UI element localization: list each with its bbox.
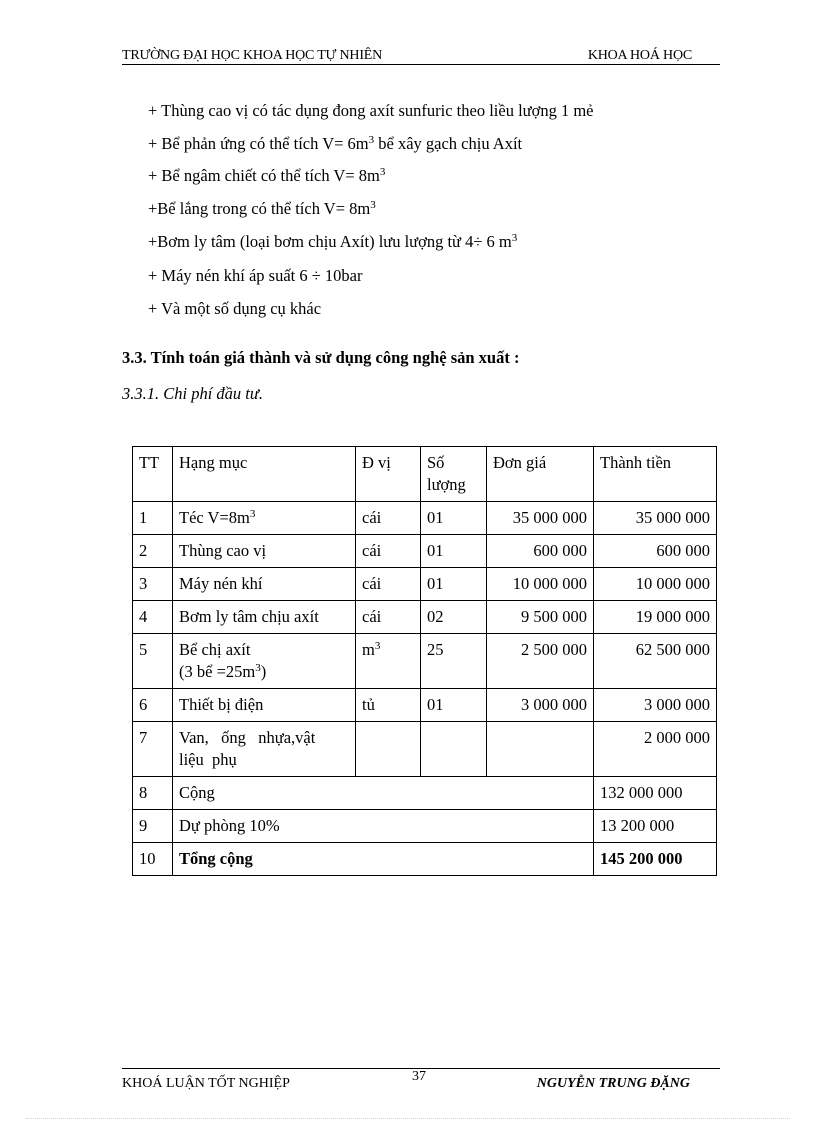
cell-qty: 01 [421,689,487,722]
table-row [133,634,717,689]
equipment-item: +Bơm ly tâm (loại bơm chịu Axít) lưu lượng từ 4÷ 6 $m^3$ [148,232,518,251]
table-row [133,689,717,722]
cell-item: Bơm ly tâm chịu axít [173,601,356,634]
footer-author: NGUYỄN TRUNG ĐẶNG [536,1076,690,1091]
cell-unit: cái [356,568,421,601]
cell-unit [356,722,421,777]
equipment-item: + Bể phản ứng có thể tích $V= 6m^3$ bể xây gạch chịu Axít [148,134,523,153]
cell-price: 3 000 000 [487,689,594,722]
header-total: Thành tiền [594,447,717,502]
cell-item: Máy nén khí [173,568,356,601]
cell-unit: $m^3$ [356,634,421,689]
cell-total: 19 000 000 [594,601,717,634]
cell-tt: 9 [133,810,173,843]
page-header [122,48,720,65]
cell-qty: 01 [421,568,487,601]
cell-price: 35 000 000 [487,502,594,535]
header-tt: TT [133,447,173,502]
grand-total-row [133,843,717,876]
header-university: TRƯỜNG ĐẠI HỌC KHOA HỌC TỰ NHIÊN [122,48,383,63]
cell-total: 35 000 000 [594,502,717,535]
cell-unit: cái [356,601,421,634]
equipment-item: + Máy nén khí áp suất 6 ÷ 10bar [148,266,363,285]
investment-cost-table [132,446,717,876]
header-faculty: KHOA HOÁ HỌC [587,48,692,63]
header-price: Đơn giá [487,447,594,502]
subsection-heading: 3.3.1. Chi phí đầu tư. [122,384,264,403]
cell-item: Thiết bị điện [173,689,356,722]
summary-total: 132 000 000 [594,777,717,810]
page-edge-divider [26,1118,790,1119]
footer-thesis: KHOÁ LUẬN TỐT NGHIỆP [122,1076,290,1091]
summary-label: Cộng [173,777,594,810]
cell-tt: 10 [133,843,173,876]
cell-qty: 01 [421,535,487,568]
cell-item: Van, ống nhựa,vật liệu phụ [173,722,356,777]
table-row [133,535,717,568]
page-number: 37 [412,1069,426,1084]
cell-tt: 7 [133,722,173,777]
cell-price: 9 500 000 [487,601,594,634]
table-row [133,722,717,777]
equipment-item: +Bể lắng trong có thể tích $V= 8m^3$ [148,199,376,218]
summary-row [133,777,717,810]
page-footer [122,1068,720,1091]
summary-label: Dự phòng 10% [173,810,594,843]
cell-price: 10 000 000 [487,568,594,601]
cell-qty: 25 [421,634,487,689]
cell-price [487,722,594,777]
cell-unit: cái [356,502,421,535]
header-unit: Đ vị [356,447,421,502]
table-row [133,502,717,535]
cell-item: Thùng cao vị [173,535,356,568]
cell-total: 62 500 000 [594,634,717,689]
cell-qty: 01 [421,502,487,535]
cell-price: 600 000 [487,535,594,568]
table-row [133,568,717,601]
cell-unit: tủ [356,689,421,722]
cell-tt: 4 [133,601,173,634]
cell-qty [421,722,487,777]
equipment-item: + Bể ngâm chiết có thể tích $V= 8m^3$ [148,166,386,185]
cell-tt: 8 [133,777,173,810]
cell-tt: 6 [133,689,173,722]
summary-total: 13 200 000 [594,810,717,843]
grand-total-label: Tổng cộng [173,843,594,876]
cell-item: Téc $V=8m^3$ [173,502,356,535]
cell-total: 600 000 [594,535,717,568]
table-header-row [133,447,717,502]
section-heading: 3.3. Tính toán giá thành và sử dụng công nghệ sản xuất : [122,348,520,367]
equipment-item: + Thùng cao vị có tác dụng đong axít sunfuric theo liều lượng 1 mẻ [148,101,594,120]
grand-total-value: 145 200 000 [594,843,717,876]
cell-tt: 1 [133,502,173,535]
cell-unit: cái [356,535,421,568]
equipment-item: + Và một số dụng cụ khác [148,299,322,318]
cell-tt: 3 [133,568,173,601]
cell-tt: 5 [133,634,173,689]
cell-total: 3 000 000 [594,689,717,722]
header-qty: Số lượng [421,447,487,502]
cell-price: 2 500 000 [487,634,594,689]
table-row [133,601,717,634]
header-item: Hạng mục [173,447,356,502]
summary-row [133,810,717,843]
cell-total: 10 000 000 [594,568,717,601]
cell-qty: 02 [421,601,487,634]
cell-tt: 2 [133,535,173,568]
cell-item: Bể chị axít (3 bể $=25m^3$) [173,634,356,689]
cell-total: 2 000 000 [594,722,717,777]
